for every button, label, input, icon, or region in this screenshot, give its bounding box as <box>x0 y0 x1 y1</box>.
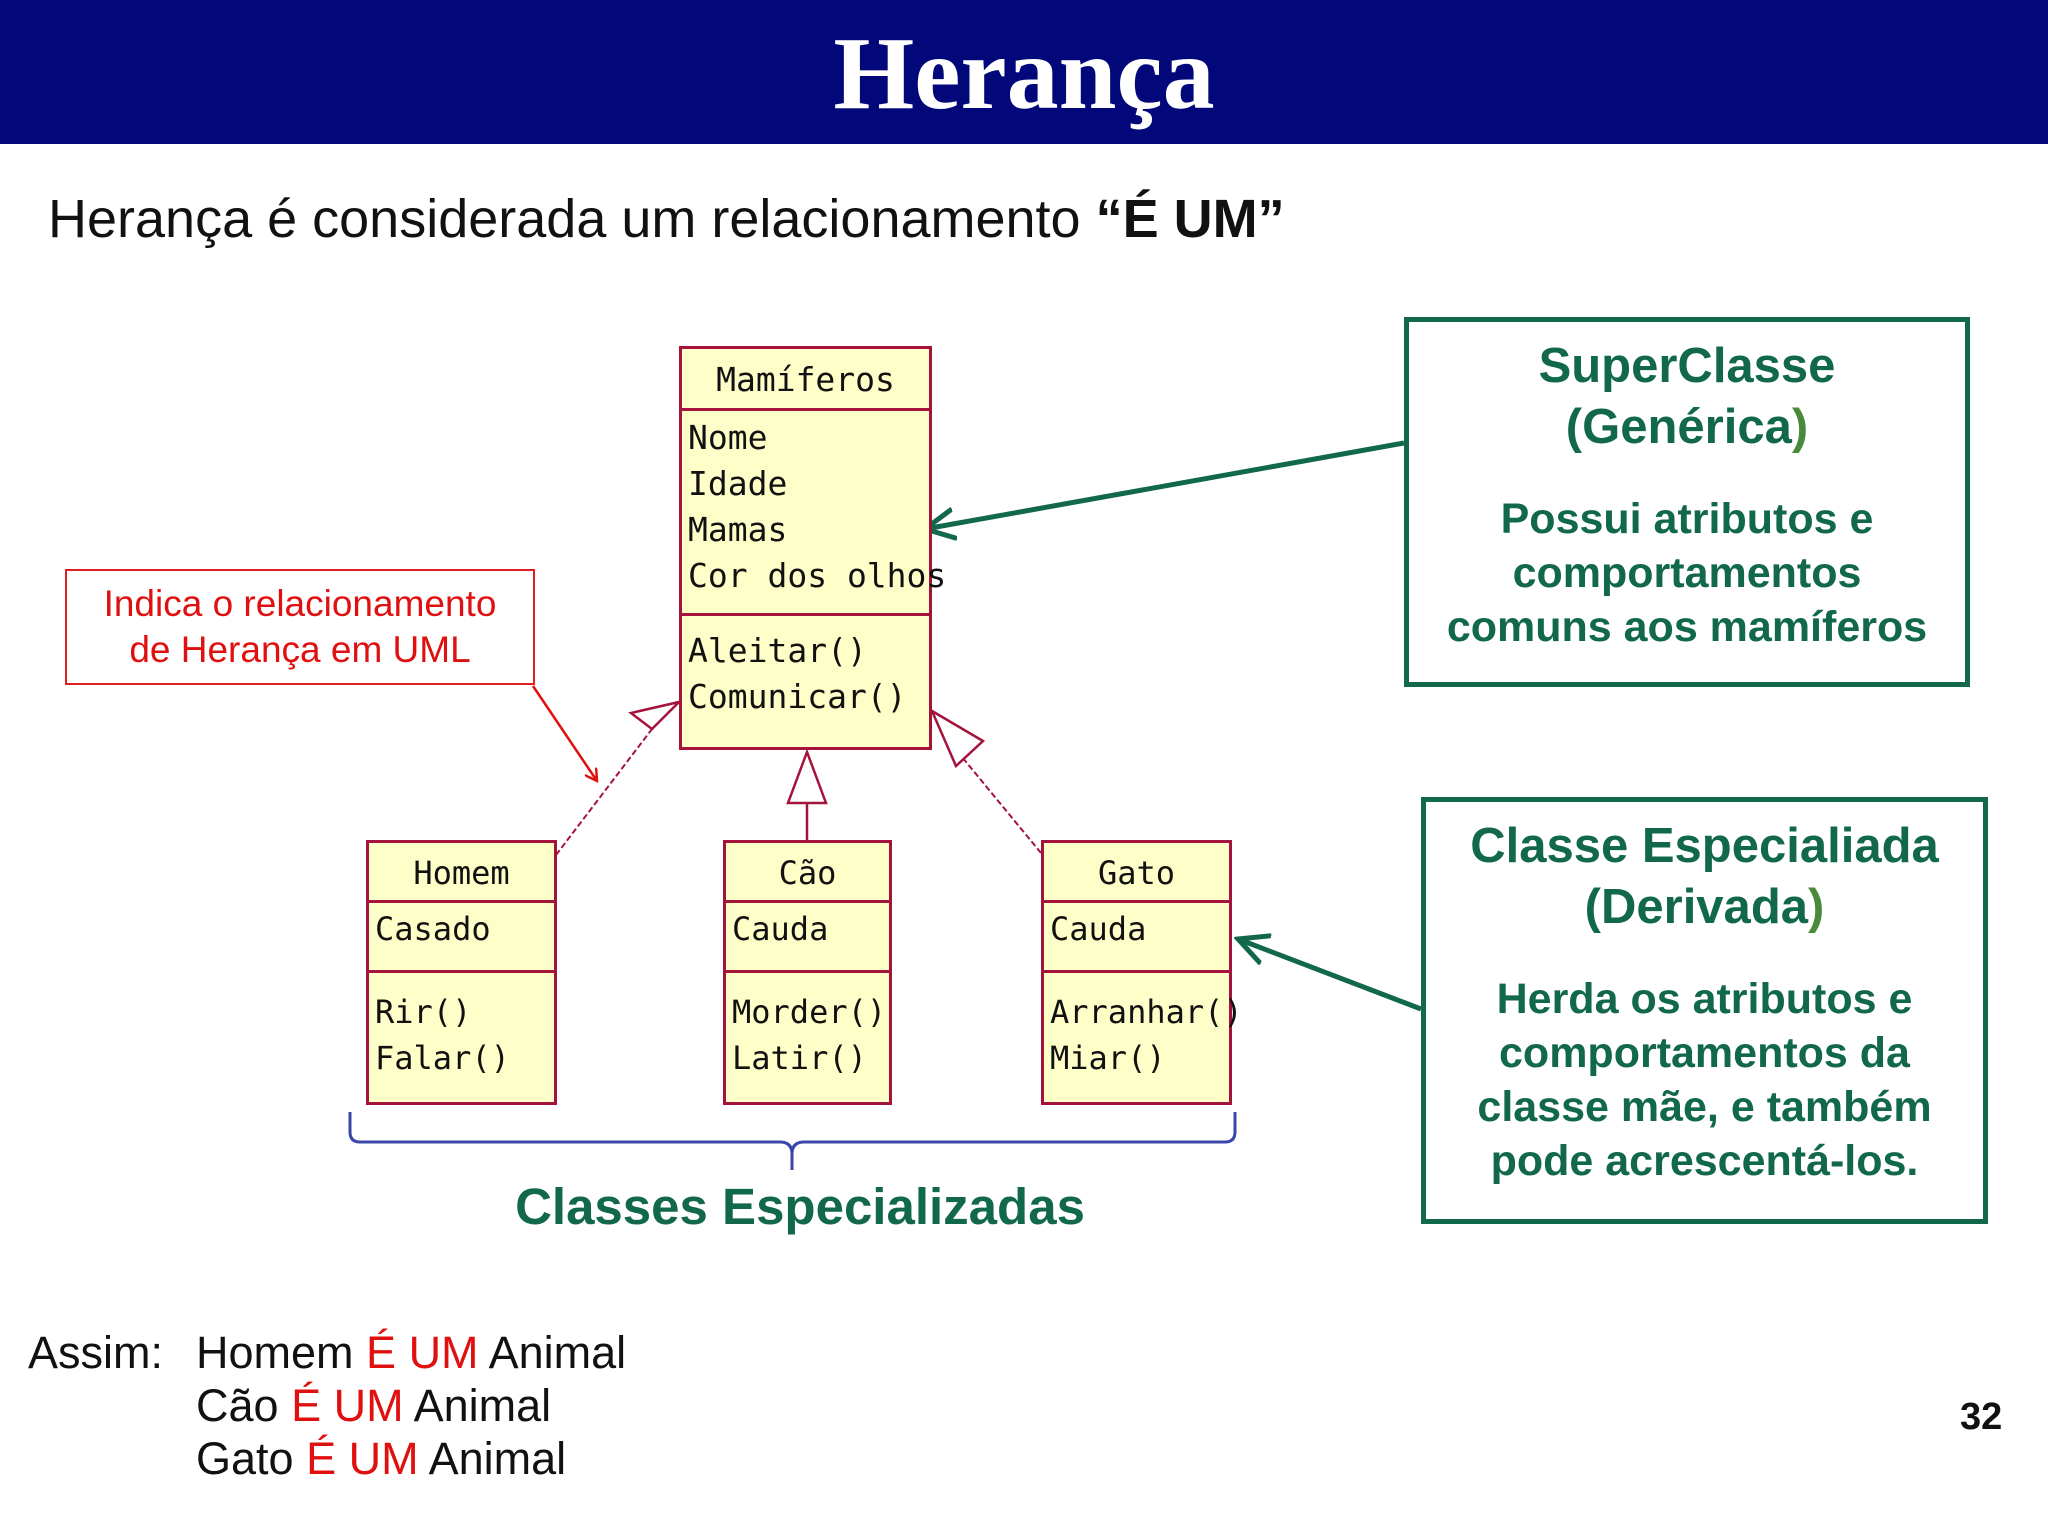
inheritance-arrowhead-homem <box>631 702 679 729</box>
callout-heading: Classe Especialiada <box>1470 819 1939 873</box>
callout-body-line: comuns aos mamíferos <box>1446 603 1928 651</box>
subtitle-text: Herança é considerada um relacionamento <box>48 189 1096 249</box>
note-arrow <box>533 686 597 781</box>
uml-attributes <box>682 411 947 616</box>
callout-heading-text: (Derivada <box>1584 880 1808 934</box>
uml-attribute: Cauda <box>1050 910 1147 948</box>
callout-body <box>1426 972 1983 1188</box>
callout-body-line: comportamentos da <box>1499 1029 1910 1077</box>
uml-class-name: Mamíferos <box>682 349 929 411</box>
summary-relation: É UM <box>291 1380 404 1431</box>
uml-operation: Latir() <box>732 1039 867 1077</box>
inheritance-arrowhead-gato <box>932 711 983 766</box>
summary-list <box>28 1326 626 1485</box>
subclasses-brace <box>350 1112 1235 1170</box>
callout-heading-paren: ) <box>1791 400 1809 454</box>
uml-class-name: Cão <box>726 843 889 903</box>
uml-operations <box>1044 973 1243 1081</box>
uml-operation: Rir() <box>375 993 472 1031</box>
derived-class-callout <box>1421 797 1988 1224</box>
summary-row <box>28 1379 626 1432</box>
summary-lead: Assim: <box>28 1327 163 1378</box>
uml-attributes <box>726 903 889 973</box>
callout-body <box>1409 492 1965 654</box>
uml-operation: Falar() <box>375 1039 510 1077</box>
callout-body-line: Herda os atributos e <box>1496 975 1913 1023</box>
note-line: de Herança em UML <box>129 629 471 670</box>
uml-attributes <box>369 903 554 973</box>
summary-relation: É UM <box>306 1433 419 1484</box>
callout-body-line: Possui atributos e <box>1500 495 1874 543</box>
uml-operation: Morder() <box>732 993 887 1031</box>
uml-attribute: Cor dos olhos <box>688 556 947 595</box>
uml-attributes <box>1044 903 1229 973</box>
uml-attribute: Casado <box>375 910 491 948</box>
summary-subject: Gato <box>196 1433 294 1484</box>
uml-class-homem <box>366 840 557 1105</box>
callout-body-line: classe mãe, e também <box>1477 1083 1932 1131</box>
uml-attribute: Mamas <box>688 510 788 549</box>
callout-heading-text: (Genérica <box>1565 400 1792 454</box>
callout-body-line: comportamentos <box>1512 549 1862 597</box>
summary-row <box>28 1326 626 1379</box>
uml-attribute: Nome <box>688 418 768 457</box>
callout-heading: SuperClasse <box>1538 339 1836 393</box>
summary-row <box>28 1432 626 1485</box>
derived-arrow <box>1238 939 1421 1009</box>
uml-attribute: Cauda <box>732 910 829 948</box>
summary-relation: É UM <box>366 1327 479 1378</box>
superclass-callout <box>1404 317 1970 687</box>
uml-attribute: Idade <box>688 464 788 503</box>
superclass-arrow <box>925 443 1404 529</box>
summary-object: Animal <box>428 1433 567 1484</box>
uml-class-name: Gato <box>1044 843 1229 903</box>
summary-object: Animal <box>413 1380 552 1431</box>
uml-operations <box>682 616 929 720</box>
summary-object: Animal <box>488 1327 627 1378</box>
page-number: 32 <box>1960 1396 2003 1438</box>
uml-operations <box>726 973 889 1081</box>
slide-title: Herança <box>833 16 1215 131</box>
callout-body-line: pode acrescentá-los. <box>1490 1137 1919 1185</box>
summary-subject: Homem <box>196 1327 354 1378</box>
subclasses-label: Classes Especializadas <box>515 1178 1085 1235</box>
inheritance-line-gato <box>962 757 1041 853</box>
uml-operation: Miar() <box>1050 1039 1166 1077</box>
callout-heading <box>1426 877 1983 938</box>
inheritance-arrowhead-cao <box>788 752 826 803</box>
callout-heading-paren: ) <box>1808 880 1825 934</box>
uml-operation: Arranhar() <box>1050 993 1243 1031</box>
subtitle-emphasis: “É UM” <box>1095 189 1285 249</box>
uml-class-cao <box>723 840 892 1105</box>
uml-operation: Comunicar() <box>688 677 907 716</box>
uml-inheritance-note <box>65 569 535 685</box>
summary-subject: Cão <box>196 1380 279 1431</box>
uml-class-mamiferos <box>679 346 947 750</box>
uml-class-name: Homem <box>369 843 554 903</box>
callout-heading <box>1409 397 1965 458</box>
note-line: Indica o relacionamento <box>103 583 497 624</box>
uml-class-gato <box>1041 840 1243 1105</box>
uml-operations <box>369 973 554 1081</box>
inheritance-line-homem <box>556 729 652 855</box>
uml-operation: Aleitar() <box>688 631 867 670</box>
